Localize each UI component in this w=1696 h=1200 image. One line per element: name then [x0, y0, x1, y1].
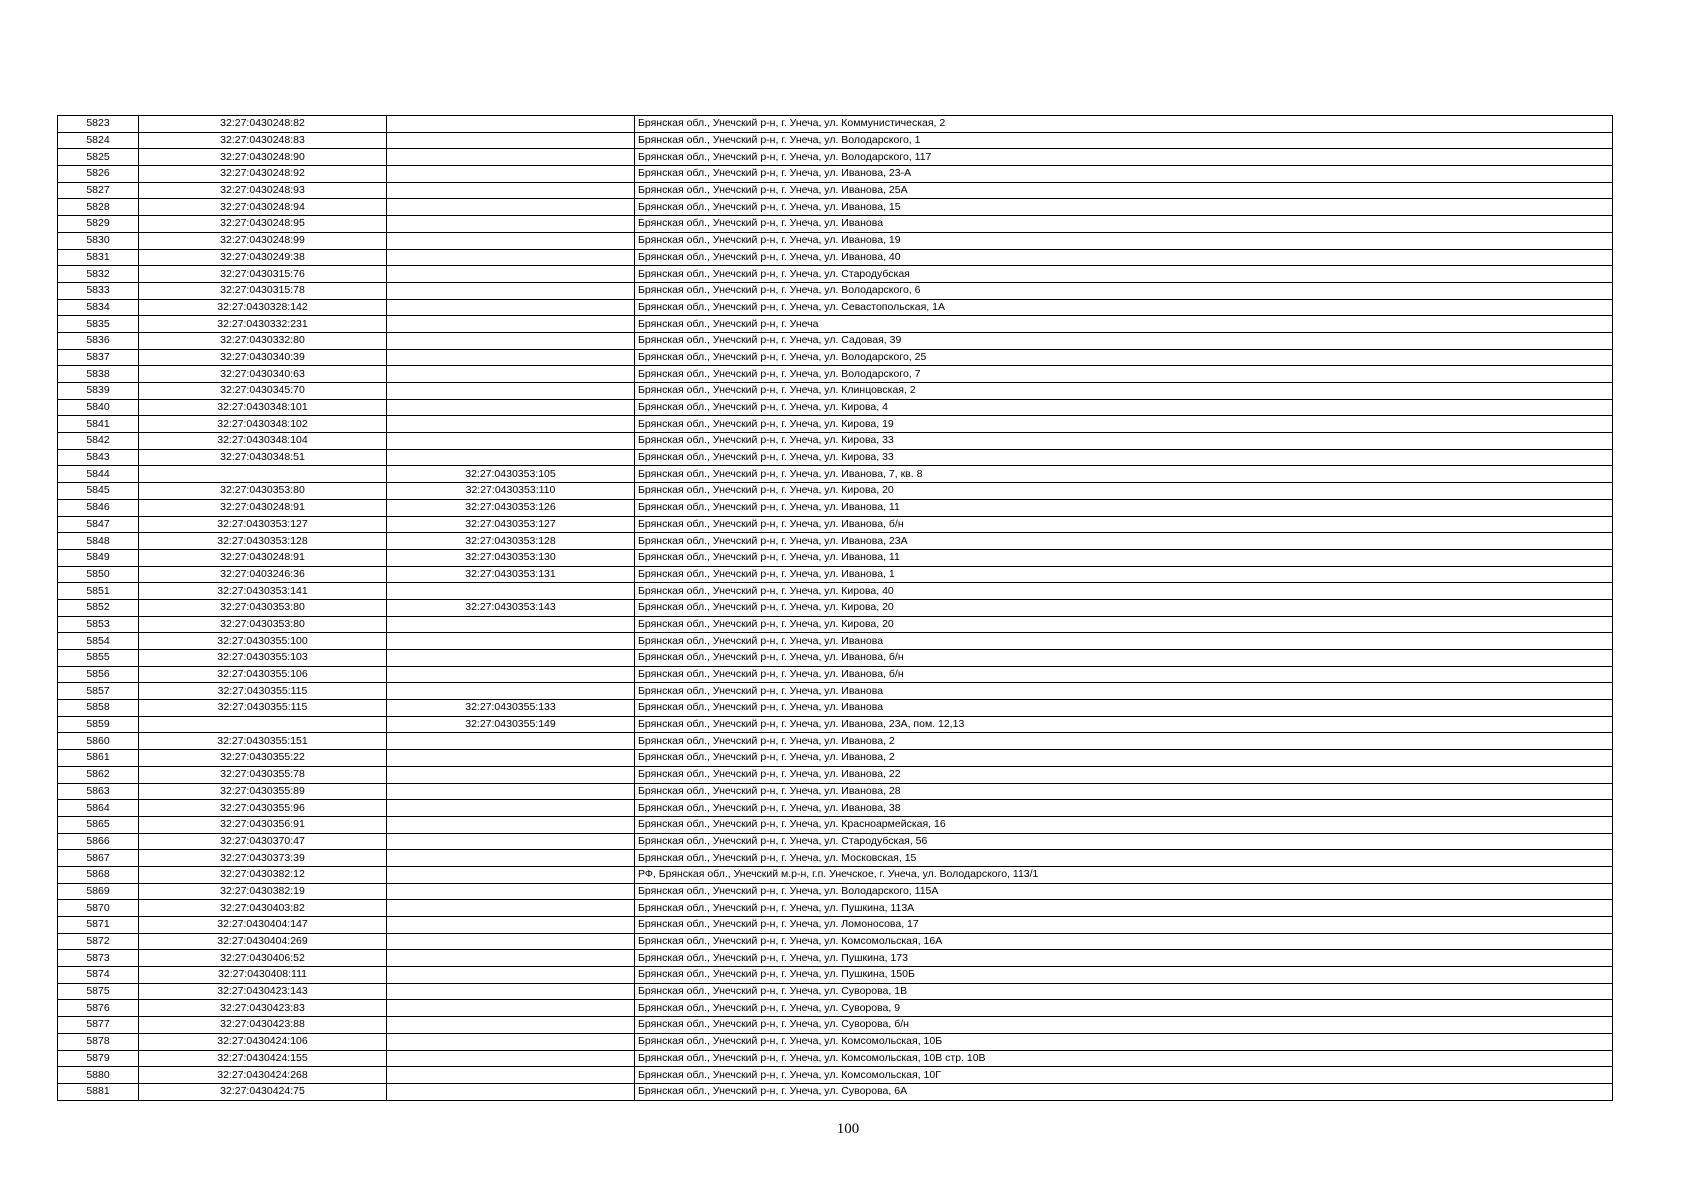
address-cell: Брянская обл., Унечский р-н, г. Унеча, ул. Кирова, 20 [635, 483, 1613, 500]
address-cell: Брянская обл., Унечский р-н, г. Унеча, ул. Иванова, 40 [635, 249, 1613, 266]
address-cell: Брянская обл., Унечский р-н, г. Унеча, ул. Кирова, 40 [635, 583, 1613, 600]
cadastral-number-cell: 32:27:0430248:90 [139, 149, 387, 166]
cadastral-number-cell: 32:27:0430355:103 [139, 650, 387, 667]
linked-cadastral-number-cell: 32:27:0430353:130 [387, 549, 635, 566]
address-cell: Брянская обл., Унечский р-н, г. Унеча, ул. Кирова, 20 [635, 599, 1613, 616]
row-number-cell: 5823 [58, 116, 139, 133]
row-number-cell: 5845 [58, 483, 139, 500]
address-cell: Брянская обл., Унечский р-н, г. Унеча, ул. Иванова, 1 [635, 566, 1613, 583]
row-number-cell: 5851 [58, 583, 139, 600]
row-number-cell: 5836 [58, 332, 139, 349]
row-number-cell: 5830 [58, 232, 139, 249]
row-number-cell: 5868 [58, 866, 139, 883]
linked-cadastral-number-cell [387, 116, 635, 133]
row-number-cell: 5844 [58, 466, 139, 483]
table-row [58, 950, 1613, 967]
cadastral-number-cell: 32:27:0430353:80 [139, 599, 387, 616]
linked-cadastral-number-cell [387, 232, 635, 249]
address-cell: Брянская обл., Унечский р-н, г. Унеча, ул. Иванова, 22 [635, 766, 1613, 783]
cadastral-number-cell: 32:27:0430353:80 [139, 616, 387, 633]
linked-cadastral-number-cell [387, 166, 635, 183]
table-row [58, 700, 1613, 717]
address-cell: Брянская обл., Унечский р-н, г. Унеча, ул. Володарского, 115А [635, 883, 1613, 900]
linked-cadastral-number-cell [387, 616, 635, 633]
row-number-cell: 5843 [58, 449, 139, 466]
cadastral-number-cell: 32:27:0430423:88 [139, 1017, 387, 1034]
cadastral-number-cell: 32:27:0430248:91 [139, 499, 387, 516]
linked-cadastral-number-cell [387, 917, 635, 934]
linked-cadastral-number-cell [387, 750, 635, 767]
cadastral-table [57, 115, 1613, 1101]
linked-cadastral-number-cell [387, 182, 635, 199]
address-cell: Брянская обл., Унечский р-н, г. Унеча, ул. Ломоносова, 17 [635, 917, 1613, 934]
table-row [58, 182, 1613, 199]
address-cell: Брянская обл., Унечский р-н, г. Унеча, ул. Иванова, 23-А [635, 166, 1613, 183]
table-row [58, 683, 1613, 700]
table-row [58, 967, 1613, 984]
address-cell: Брянская обл., Унечский р-н, г. Унеча, ул. Иванова, 23А, пом. 12,13 [635, 716, 1613, 733]
table-row [58, 549, 1613, 566]
linked-cadastral-number-cell [387, 349, 635, 366]
address-cell: Брянская обл., Унечский р-н, г. Унеча, ул. Иванова [635, 633, 1613, 650]
linked-cadastral-number-cell [387, 149, 635, 166]
linked-cadastral-number-cell [387, 216, 635, 233]
cadastral-number-cell: 32:27:0430248:93 [139, 182, 387, 199]
table-row [58, 583, 1613, 600]
row-number-cell: 5881 [58, 1083, 139, 1100]
table-row [58, 199, 1613, 216]
linked-cadastral-number-cell [387, 967, 635, 984]
linked-cadastral-number-cell: 32:27:0430353:131 [387, 566, 635, 583]
row-number-cell: 5828 [58, 199, 139, 216]
row-number-cell: 5840 [58, 399, 139, 416]
address-cell: Брянская обл., Унечский р-н, г. Унеча, ул. Комсомольская, 10Г [635, 1067, 1613, 1084]
linked-cadastral-number-cell: 32:27:0430355:149 [387, 716, 635, 733]
linked-cadastral-number-cell [387, 866, 635, 883]
cadastral-number-cell: 32:27:0430248:83 [139, 132, 387, 149]
row-number-cell: 5849 [58, 549, 139, 566]
linked-cadastral-number-cell [387, 666, 635, 683]
address-cell: Брянская обл., Унечский р-н, г. Унеча [635, 316, 1613, 333]
table-row [58, 149, 1613, 166]
table-row [58, 366, 1613, 383]
address-cell: Брянская обл., Унечский р-н, г. Унеча, ул. Суворова, 1В [635, 983, 1613, 1000]
row-number-cell: 5835 [58, 316, 139, 333]
page-number: 100 [836, 1121, 860, 1137]
row-number-cell: 5854 [58, 633, 139, 650]
row-number-cell: 5850 [58, 566, 139, 583]
address-cell: Брянская обл., Унечский р-н, г. Унеча, ул. Иванова, б/н [635, 516, 1613, 533]
address-cell: Брянская обл., Унечский р-н, г. Унеча, ул. Володарского, 117 [635, 149, 1613, 166]
address-cell: Брянская обл., Унечский р-н, г. Унеча, ул. Иванова, 19 [635, 232, 1613, 249]
cadastral-number-cell: 32:27:0430248:91 [139, 549, 387, 566]
linked-cadastral-number-cell [387, 399, 635, 416]
address-cell: Брянская обл., Унечский р-н, г. Унеча, ул. Володарского, 1 [635, 132, 1613, 149]
table-row [58, 266, 1613, 283]
table-row [58, 349, 1613, 366]
table-row [58, 833, 1613, 850]
address-cell: Брянская обл., Унечский р-н, г. Унеча, ул. Кирова, 20 [635, 616, 1613, 633]
linked-cadastral-number-cell [387, 266, 635, 283]
cadastral-number-cell: 32:27:0430404:269 [139, 933, 387, 950]
address-cell: Брянская обл., Унечский р-н, г. Унеча, ул. Иванова, 38 [635, 800, 1613, 817]
table-row [58, 116, 1613, 133]
row-number-cell: 5864 [58, 800, 139, 817]
address-cell: Брянская обл., Унечский р-н, г. Унеча, ул. Пушкина, 150Б [635, 967, 1613, 984]
cadastral-number-cell: 32:27:0430353:127 [139, 516, 387, 533]
linked-cadastral-number-cell [387, 800, 635, 817]
cadastral-number-cell: 32:27:0430248:95 [139, 216, 387, 233]
table-row [58, 816, 1613, 833]
row-number-cell: 5880 [58, 1067, 139, 1084]
table-row [58, 650, 1613, 667]
table-row [58, 716, 1613, 733]
linked-cadastral-number-cell: 32:27:0430353:128 [387, 533, 635, 550]
linked-cadastral-number-cell [387, 282, 635, 299]
cadastral-number-cell: 32:27:0430249:38 [139, 249, 387, 266]
linked-cadastral-number-cell [387, 766, 635, 783]
linked-cadastral-number-cell [387, 1033, 635, 1050]
cadastral-number-cell: 32:27:0430348:51 [139, 449, 387, 466]
cadastral-number-cell: 32:27:0430382:19 [139, 883, 387, 900]
row-number-cell: 5866 [58, 833, 139, 850]
linked-cadastral-number-cell [387, 583, 635, 600]
address-cell: Брянская обл., Унечский р-н, г. Унеча, ул. Иванова [635, 700, 1613, 717]
address-cell: Брянская обл., Унечский р-н, г. Унеча, ул. Пушкина, 173 [635, 950, 1613, 967]
row-number-cell: 5852 [58, 599, 139, 616]
address-cell: Брянская обл., Унечский р-н, г. Унеча, ул. Кирова, 33 [635, 449, 1613, 466]
row-number-cell: 5865 [58, 816, 139, 833]
cadastral-number-cell: 32:27:0430355:89 [139, 783, 387, 800]
row-number-cell: 5827 [58, 182, 139, 199]
row-number-cell: 5846 [58, 499, 139, 516]
cadastral-number-cell: 32:27:0430355:115 [139, 683, 387, 700]
address-cell: Брянская обл., Унечский р-н, г. Унеча, ул. Кирова, 19 [635, 416, 1613, 433]
linked-cadastral-number-cell: 32:27:0430355:133 [387, 700, 635, 717]
address-cell: Брянская обл., Унечский р-н, г. Унеча, ул. Коммунистическая, 2 [635, 116, 1613, 133]
cadastral-number-cell: 32:27:0430355:96 [139, 800, 387, 817]
cadastral-number-cell: 32:27:0430408:111 [139, 967, 387, 984]
cadastral-number-cell: 32:27:0430355:115 [139, 700, 387, 717]
cadastral-number-cell: 32:27:0430248:82 [139, 116, 387, 133]
linked-cadastral-number-cell [387, 950, 635, 967]
cadastral-number-cell: 32:27:0430423:143 [139, 983, 387, 1000]
address-cell: Брянская обл., Унечский р-н, г. Унеча, ул. Иванова, 23А [635, 533, 1613, 550]
row-number-cell: 5860 [58, 733, 139, 750]
address-cell: Брянская обл., Унечский р-н, г. Унеча, ул. Московская, 15 [635, 850, 1613, 867]
table-row [58, 1067, 1613, 1084]
table-row [58, 766, 1613, 783]
row-number-cell: 5877 [58, 1017, 139, 1034]
table-row [58, 599, 1613, 616]
table-row [58, 983, 1613, 1000]
address-cell: Брянская обл., Унечский р-н, г. Унеча, ул. Иванова, б/н [635, 666, 1613, 683]
table-row [58, 917, 1613, 934]
cadastral-number-cell: 32:27:0430248:94 [139, 199, 387, 216]
cadastral-number-cell: 32:27:0430345:70 [139, 383, 387, 400]
row-number-cell: 5856 [58, 666, 139, 683]
row-number-cell: 5833 [58, 282, 139, 299]
row-number-cell: 5858 [58, 700, 139, 717]
address-cell: Брянская обл., Унечский р-н, г. Унеча, ул. Комсомольская, 16А [635, 933, 1613, 950]
row-number-cell: 5878 [58, 1033, 139, 1050]
linked-cadastral-number-cell [387, 883, 635, 900]
linked-cadastral-number-cell [387, 1067, 635, 1084]
row-number-cell: 5855 [58, 650, 139, 667]
linked-cadastral-number-cell [387, 449, 635, 466]
linked-cadastral-number-cell [387, 1050, 635, 1067]
row-number-cell: 5831 [58, 249, 139, 266]
cadastral-number-cell: 32:27:0430370:47 [139, 833, 387, 850]
linked-cadastral-number-cell [387, 433, 635, 450]
address-cell: Брянская обл., Унечский р-н, г. Унеча, ул. Володарского, 6 [635, 282, 1613, 299]
row-number-cell: 5853 [58, 616, 139, 633]
linked-cadastral-number-cell [387, 783, 635, 800]
table-row [58, 616, 1613, 633]
cadastral-number-cell: 32:27:0430424:106 [139, 1033, 387, 1050]
row-number-cell: 5869 [58, 883, 139, 900]
cadastral-number-cell: 32:27:0430356:91 [139, 816, 387, 833]
address-cell: Брянская обл., Унечский р-н, г. Унеча, ул. Комсомольская, 10Б [635, 1033, 1613, 1050]
address-cell: Брянская обл., Унечский р-н, г. Унеча, ул. Иванова, 11 [635, 499, 1613, 516]
row-number-cell: 5871 [58, 917, 139, 934]
linked-cadastral-number-cell [387, 850, 635, 867]
table-row [58, 499, 1613, 516]
cadastral-number-cell: 32:27:0430355:22 [139, 750, 387, 767]
address-cell: Брянская обл., Унечский р-н, г. Унеча, ул. Комсомольская, 10В стр. 10В [635, 1050, 1613, 1067]
row-number-cell: 5834 [58, 299, 139, 316]
row-number-cell: 5859 [58, 716, 139, 733]
row-number-cell: 5825 [58, 149, 139, 166]
row-number-cell: 5832 [58, 266, 139, 283]
cadastral-number-cell: 32:27:0403246:36 [139, 566, 387, 583]
cadastral-number-cell: 32:27:0430328:142 [139, 299, 387, 316]
linked-cadastral-number-cell: 32:27:0430353:110 [387, 483, 635, 500]
table-row [58, 216, 1613, 233]
address-cell: Брянская обл., Унечский р-н, г. Унеча, ул. Стародубская, 56 [635, 833, 1613, 850]
cadastral-number-cell [139, 466, 387, 483]
row-number-cell: 5872 [58, 933, 139, 950]
table-row [58, 733, 1613, 750]
table-row [58, 533, 1613, 550]
cadastral-number-cell: 32:27:0430382:12 [139, 866, 387, 883]
cadastral-number-cell: 32:27:0430406:52 [139, 950, 387, 967]
linked-cadastral-number-cell [387, 816, 635, 833]
address-cell: Брянская обл., Унечский р-н, г. Унеча, ул. Володарского, 7 [635, 366, 1613, 383]
row-number-cell: 5879 [58, 1050, 139, 1067]
row-number-cell: 5847 [58, 516, 139, 533]
row-number-cell: 5861 [58, 750, 139, 767]
linked-cadastral-number-cell [387, 733, 635, 750]
address-cell: Брянская обл., Унечский р-н, г. Унеча, ул. Иванова, 28 [635, 783, 1613, 800]
cadastral-number-cell: 32:27:0430424:155 [139, 1050, 387, 1067]
row-number-cell: 5874 [58, 967, 139, 984]
row-number-cell: 5838 [58, 366, 139, 383]
table-row [58, 332, 1613, 349]
linked-cadastral-number-cell: 32:27:0430353:126 [387, 499, 635, 516]
cadastral-number-cell: 32:27:0430340:39 [139, 349, 387, 366]
linked-cadastral-number-cell [387, 683, 635, 700]
linked-cadastral-number-cell [387, 332, 635, 349]
cadastral-number-cell: 32:27:0430248:92 [139, 166, 387, 183]
table-row [58, 383, 1613, 400]
table-row [58, 1033, 1613, 1050]
linked-cadastral-number-cell [387, 383, 635, 400]
linked-cadastral-number-cell [387, 650, 635, 667]
linked-cadastral-number-cell: 32:27:0430353:127 [387, 516, 635, 533]
table-row [58, 883, 1613, 900]
table-row [58, 449, 1613, 466]
address-cell: Брянская обл., Унечский р-н, г. Унеча, ул. Севастопольская, 1А [635, 299, 1613, 316]
row-number-cell: 5848 [58, 533, 139, 550]
linked-cadastral-number-cell [387, 1083, 635, 1100]
table-row [58, 466, 1613, 483]
address-cell: Брянская обл., Унечский р-н, г. Унеча, ул. Иванова, б/н [635, 650, 1613, 667]
table-row [58, 783, 1613, 800]
cadastral-number-cell: 32:27:0430424:268 [139, 1067, 387, 1084]
linked-cadastral-number-cell [387, 1000, 635, 1017]
row-number-cell: 5870 [58, 900, 139, 917]
linked-cadastral-number-cell [387, 199, 635, 216]
row-number-cell: 5875 [58, 983, 139, 1000]
address-cell: Брянская обл., Унечский р-н, г. Унеча, ул. Иванова, 7, кв. 8 [635, 466, 1613, 483]
address-cell: Брянская обл., Унечский р-н, г. Унеча, ул. Красноармейская, 16 [635, 816, 1613, 833]
address-cell: Брянская обл., Унечский р-н, г. Унеча, ул. Иванова, 15 [635, 199, 1613, 216]
address-cell: Брянская обл., Унечский р-н, г. Унеча, ул. Володарского, 25 [635, 349, 1613, 366]
cadastral-number-cell: 32:27:0430340:63 [139, 366, 387, 383]
linked-cadastral-number-cell [387, 416, 635, 433]
linked-cadastral-number-cell: 32:27:0430353:105 [387, 466, 635, 483]
address-cell: Брянская обл., Унечский р-н, г. Унеча, ул. Иванова, 2 [635, 750, 1613, 767]
table-row [58, 866, 1613, 883]
address-cell: Брянская обл., Унечский р-н, г. Унеча, ул. Иванова, 2 [635, 733, 1613, 750]
linked-cadastral-number-cell [387, 1017, 635, 1034]
linked-cadastral-number-cell [387, 366, 635, 383]
table-row [58, 900, 1613, 917]
row-number-cell: 5829 [58, 216, 139, 233]
linked-cadastral-number-cell [387, 833, 635, 850]
table-row [58, 750, 1613, 767]
table-row [58, 566, 1613, 583]
row-number-cell: 5876 [58, 1000, 139, 1017]
cadastral-number-cell: 32:27:0430403:82 [139, 900, 387, 917]
cadastral-number-cell: 32:27:0430315:78 [139, 282, 387, 299]
linked-cadastral-number-cell [387, 316, 635, 333]
address-cell: Брянская обл., Унечский р-н, г. Унеча, ул. Суворова, б/н [635, 1017, 1613, 1034]
table-row [58, 282, 1613, 299]
linked-cadastral-number-cell [387, 933, 635, 950]
table-row [58, 933, 1613, 950]
linked-cadastral-number-cell [387, 299, 635, 316]
address-cell: Брянская обл., Унечский р-н, г. Унеча, ул. Кирова, 4 [635, 399, 1613, 416]
linked-cadastral-number-cell: 32:27:0430353:143 [387, 599, 635, 616]
table-row [58, 666, 1613, 683]
cadastral-number-cell: 32:27:0430355:106 [139, 666, 387, 683]
table-row [58, 633, 1613, 650]
table-row [58, 1000, 1613, 1017]
cadastral-number-cell [139, 716, 387, 733]
cadastral-number-cell: 32:27:0430423:83 [139, 1000, 387, 1017]
address-cell: Брянская обл., Унечский р-н, г. Унеча, ул. Кирова, 33 [635, 433, 1613, 450]
table-row [58, 249, 1613, 266]
linked-cadastral-number-cell [387, 983, 635, 1000]
table-row [58, 1050, 1613, 1067]
cadastral-number-cell: 32:27:0430353:128 [139, 533, 387, 550]
table-row [58, 433, 1613, 450]
linked-cadastral-number-cell [387, 249, 635, 266]
cadastral-number-cell: 32:27:0430373:39 [139, 850, 387, 867]
table-row [58, 166, 1613, 183]
cadastral-number-cell: 32:27:0430404:147 [139, 917, 387, 934]
row-number-cell: 5837 [58, 349, 139, 366]
cadastral-number-cell: 32:27:0430348:102 [139, 416, 387, 433]
row-number-cell: 5824 [58, 132, 139, 149]
table-row [58, 416, 1613, 433]
table-row [58, 399, 1613, 416]
row-number-cell: 5842 [58, 433, 139, 450]
row-number-cell: 5841 [58, 416, 139, 433]
table-row [58, 483, 1613, 500]
address-cell: Брянская обл., Унечский р-н, г. Унеча, ул. Иванова, 11 [635, 549, 1613, 566]
table-row [58, 299, 1613, 316]
cadastral-number-cell: 32:27:0430348:104 [139, 433, 387, 450]
address-cell: Брянская обл., Унечский р-н, г. Унеча, ул. Клинцовская, 2 [635, 383, 1613, 400]
address-cell: Брянская обл., Унечский р-н, г. Унеча, ул. Иванова, 25А [635, 182, 1613, 199]
cadastral-number-cell: 32:27:0430332:231 [139, 316, 387, 333]
address-cell: Брянская обл., Унечский р-н, г. Унеча, ул. Иванова [635, 683, 1613, 700]
cadastral-number-cell: 32:27:0430355:151 [139, 733, 387, 750]
cadastral-number-cell: 32:27:0430355:100 [139, 633, 387, 650]
address-cell: Брянская обл., Унечский р-н, г. Унеча, ул. Суворова, 9 [635, 1000, 1613, 1017]
row-number-cell: 5862 [58, 766, 139, 783]
row-number-cell: 5826 [58, 166, 139, 183]
table-row [58, 850, 1613, 867]
address-cell: Брянская обл., Унечский р-н, г. Унеча, ул. Иванова [635, 216, 1613, 233]
table-row [58, 132, 1613, 149]
address-cell: Брянская обл., Унечский р-н, г. Унеча, ул. Садовая, 39 [635, 332, 1613, 349]
address-cell: РФ, Брянская обл., Унечский м.р-н, г.п. Унечское, г. Унеча, ул. Володарского, 113/1 [635, 866, 1613, 883]
row-number-cell: 5857 [58, 683, 139, 700]
cadastral-number-cell: 32:27:0430248:99 [139, 232, 387, 249]
table-row [58, 316, 1613, 333]
cadastral-number-cell: 32:27:0430355:78 [139, 766, 387, 783]
cadastral-number-cell: 32:27:0430353:141 [139, 583, 387, 600]
linked-cadastral-number-cell [387, 900, 635, 917]
cadastral-number-cell: 32:27:0430353:80 [139, 483, 387, 500]
table-row [58, 1017, 1613, 1034]
cadastral-number-cell: 32:27:0430332:80 [139, 332, 387, 349]
row-number-cell: 5873 [58, 950, 139, 967]
row-number-cell: 5867 [58, 850, 139, 867]
table-row [58, 516, 1613, 533]
linked-cadastral-number-cell [387, 132, 635, 149]
linked-cadastral-number-cell [387, 633, 635, 650]
cadastral-number-cell: 32:27:0430315:76 [139, 266, 387, 283]
cadastral-number-cell: 32:27:0430348:101 [139, 399, 387, 416]
row-number-cell: 5863 [58, 783, 139, 800]
cadastral-number-cell: 32:27:0430424:75 [139, 1083, 387, 1100]
address-cell: Брянская обл., Унечский р-н, г. Унеча, ул. Стародубская [635, 266, 1613, 283]
row-number-cell: 5839 [58, 383, 139, 400]
address-cell: Брянская обл., Унечский р-н, г. Унеча, ул. Суворова, 6А [635, 1083, 1613, 1100]
table-body [58, 116, 1613, 1101]
table-row [58, 1083, 1613, 1100]
table-row [58, 232, 1613, 249]
table-row [58, 800, 1613, 817]
address-cell: Брянская обл., Унечский р-н, г. Унеча, ул. Пушкина, 113А [635, 900, 1613, 917]
